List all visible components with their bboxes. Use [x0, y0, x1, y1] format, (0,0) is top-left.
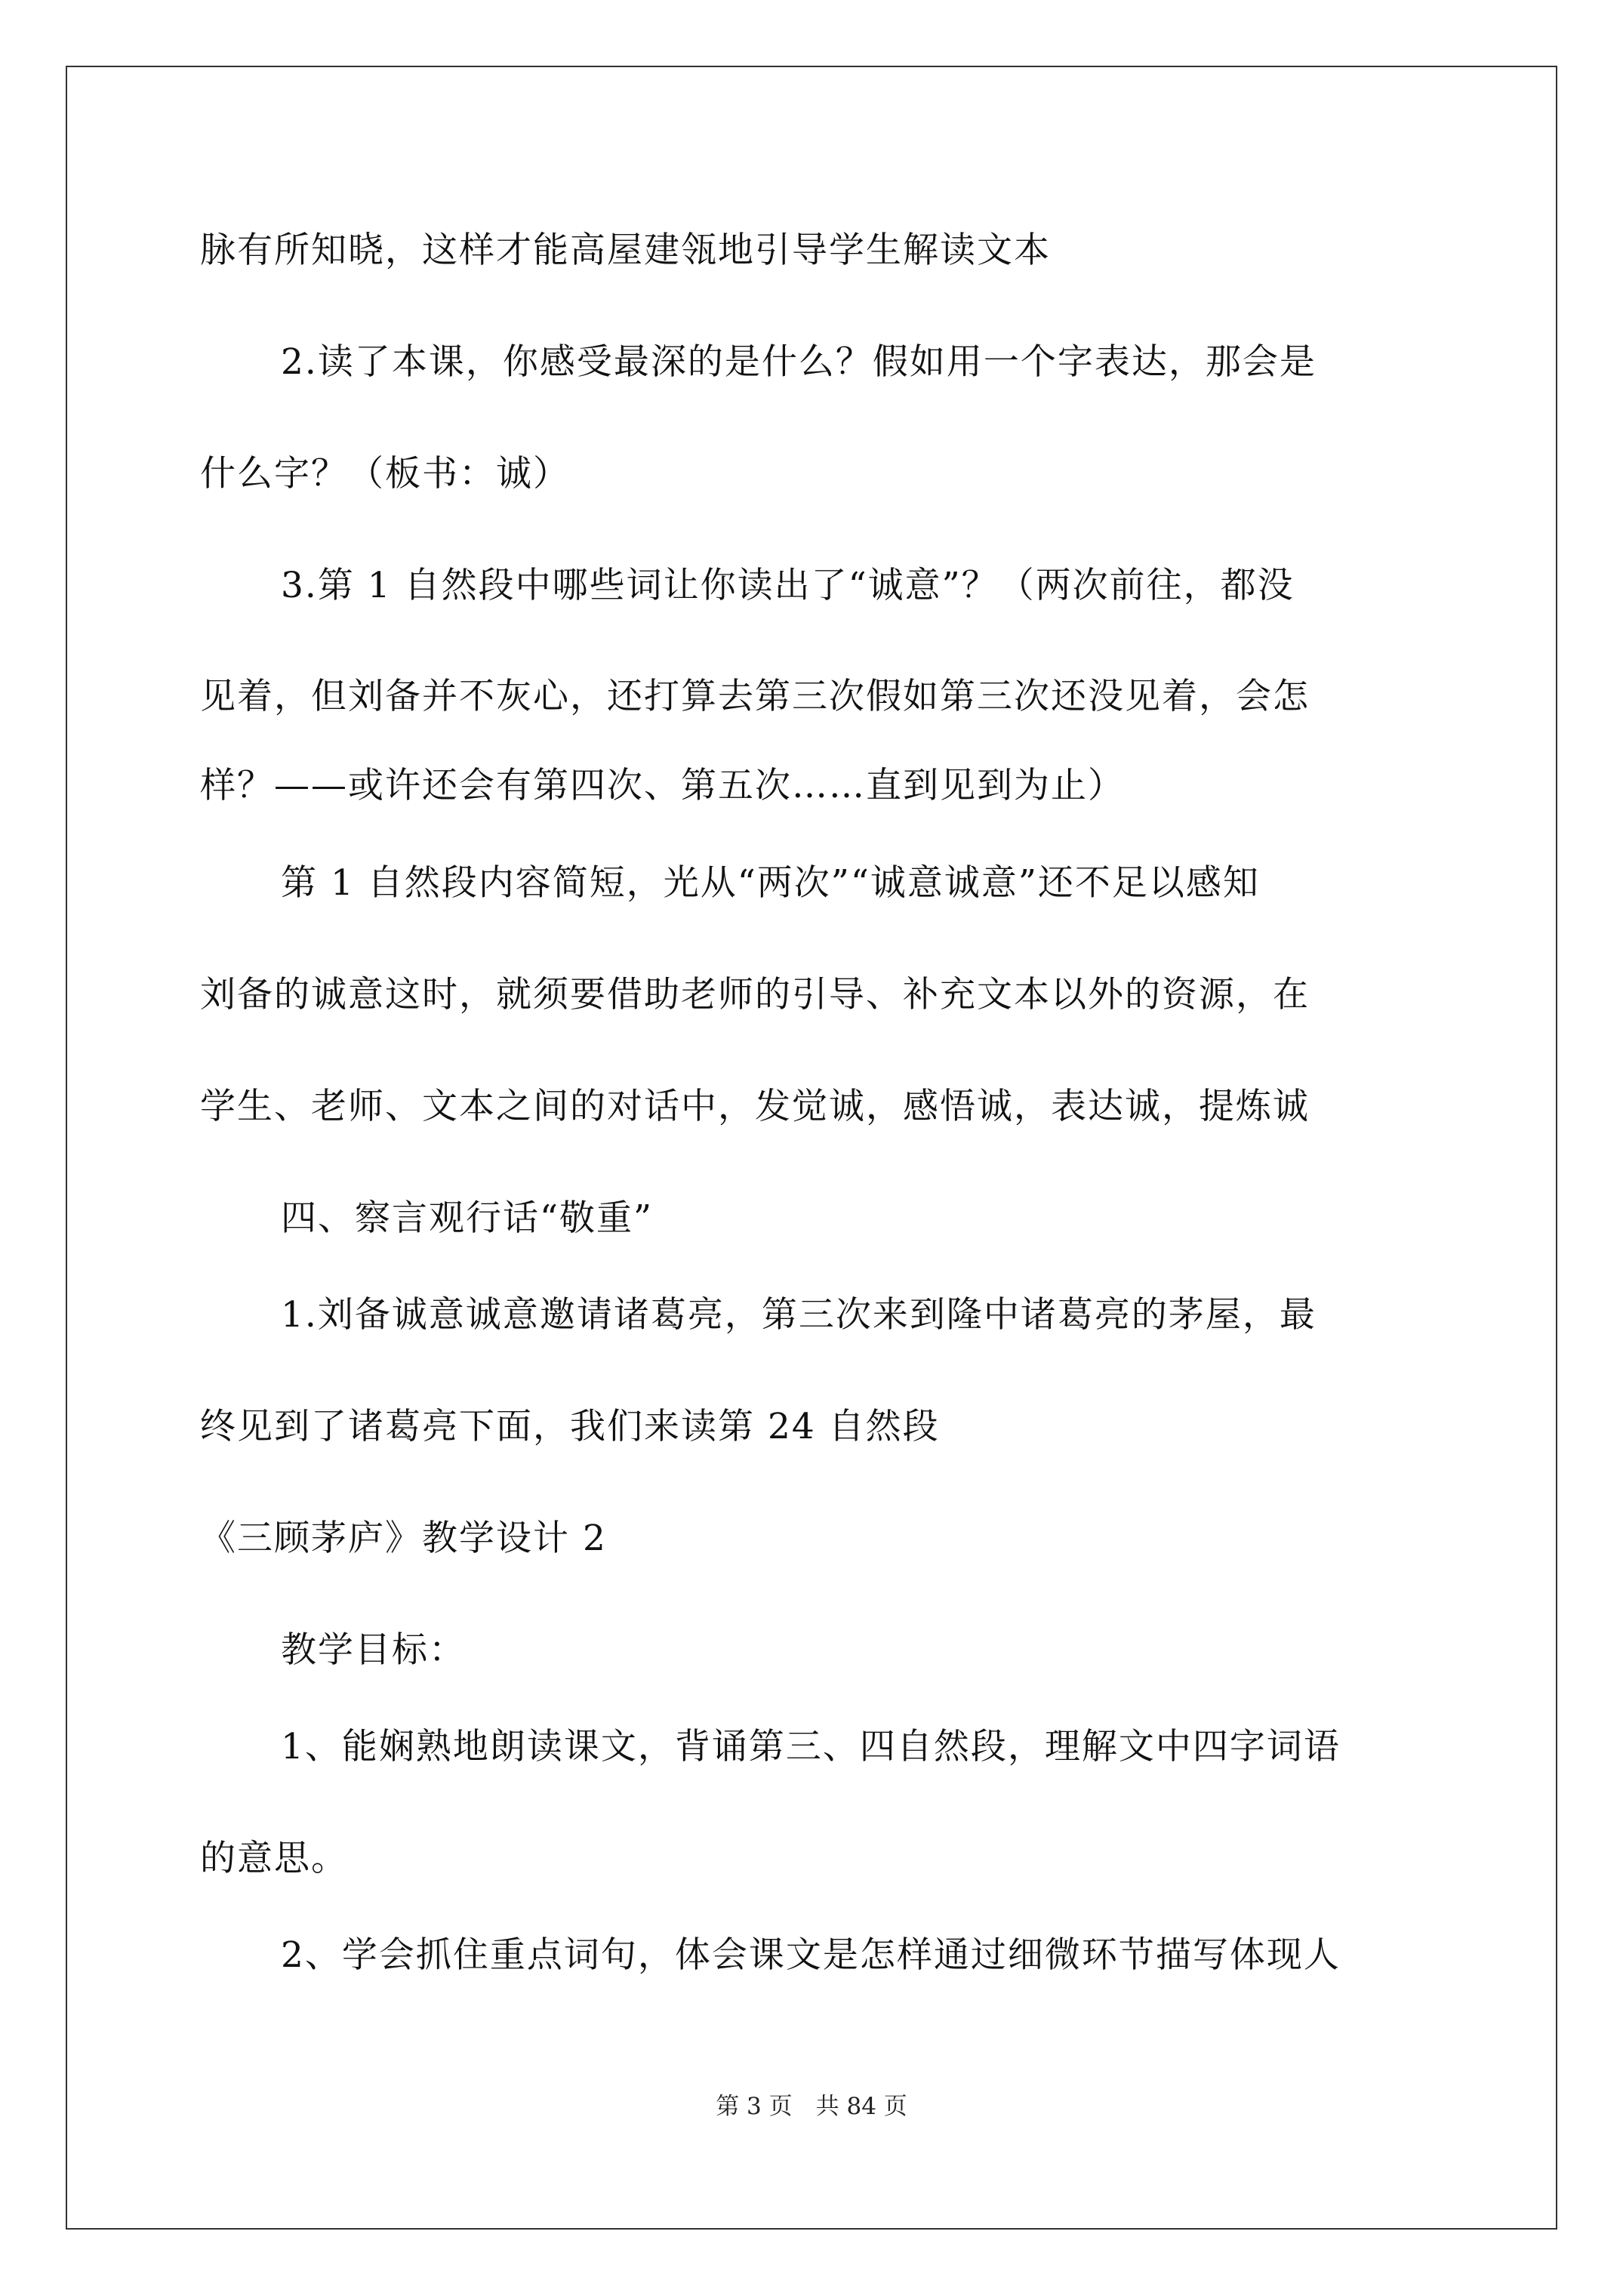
- text-line-4: 3.第 1 自然段中哪些词让你读出了“诚意”？（两次前往，都没: [281, 565, 1295, 606]
- section-heading: 四、察言观行话“敬重”: [281, 1197, 654, 1239]
- text-line-15: 1、能娴熟地朗读课文，背诵第三、四自然段，理解文中四字词语: [281, 1726, 1341, 1767]
- text-line-14: 教学目标：: [281, 1629, 466, 1671]
- document-subtitle: 《三顾茅庐》教学设计 2: [200, 1518, 607, 1559]
- text-line-7: 第 1 自然段内容简短，光从“两次”“诚意诚意”还不足以感知: [281, 862, 1260, 904]
- page-number-footer: 第 3 页 共 84 页: [716, 2093, 907, 2120]
- text-line-1: 脉有所知晓，这样才能高屋建瓴地引导学生解读文本: [200, 230, 1051, 271]
- text-line-8: 刘备的诚意这时，就须要借助老师的引导、补充文本以外的资源，在: [200, 974, 1310, 1015]
- text-line-9: 学生、老师、文本之间的对话中，发觉诚，感悟诚，表达诚，提炼诚: [200, 1086, 1310, 1127]
- text-line-11: 1.刘备诚意诚意邀请诸葛亮，第三次来到隆中诸葛亮的茅屋，最: [281, 1294, 1317, 1336]
- text-line-6: 样？——或许还会有第四次、第五次……直到见到为止）: [200, 765, 1125, 806]
- text-line-17: 2、学会抓住重点词句，体会课文是怎样通过细微环节描写体现人: [281, 1934, 1341, 1976]
- page-frame: [66, 66, 1557, 2230]
- text-line-2: 2.读了本课，你感受最深的是什么？假如用一个字表达，那会是: [281, 341, 1317, 383]
- text-line-3: 什么字？（板书：诚）: [200, 453, 570, 495]
- text-line-5: 见着，但刘备并不灰心，还打算去第三次假如第三次还没见着，会怎: [200, 676, 1310, 717]
- text-line-12: 终见到了诸葛亮下面，我们来读第 24 自然段: [200, 1406, 940, 1447]
- text-line-16: 的意思。: [200, 1838, 348, 1879]
